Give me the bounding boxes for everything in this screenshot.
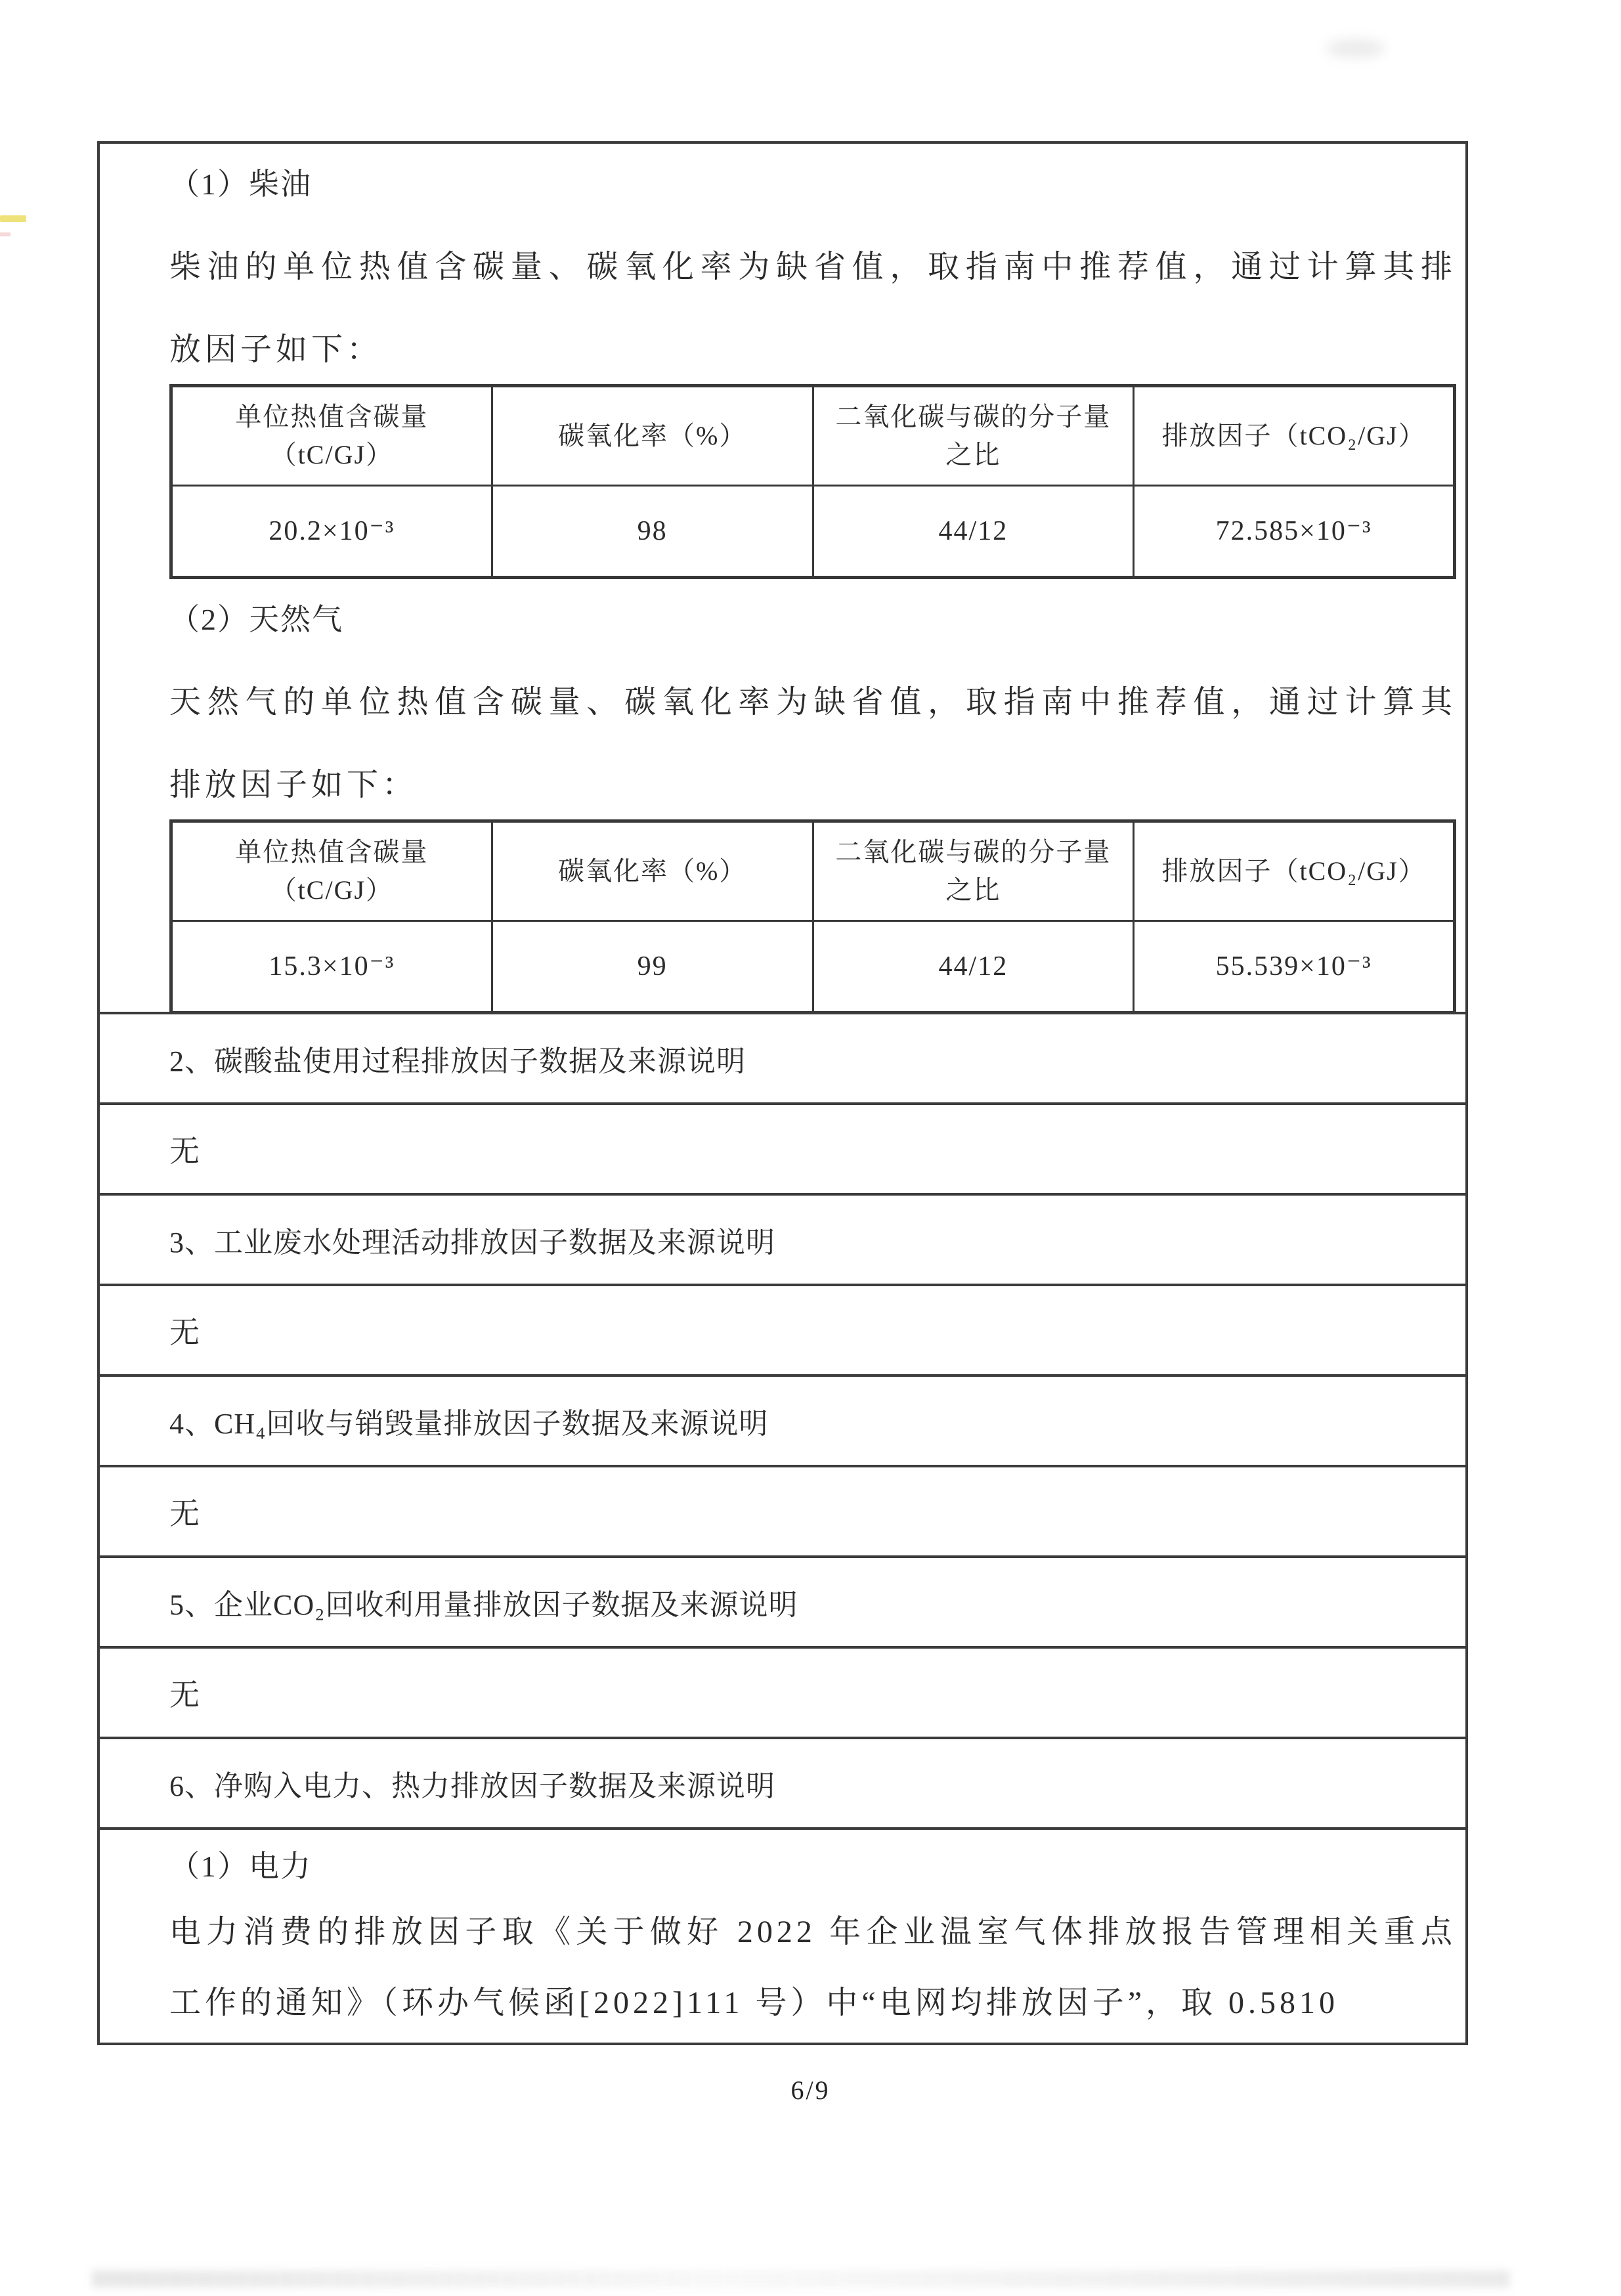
header-co2-carbon-ratio (813, 386, 1134, 486)
section-3-wastewater-header (100, 1193, 1465, 1284)
gas-emission-factor-table (169, 819, 1456, 1014)
section-2-carbonate-header (100, 1012, 1465, 1102)
diesel-subsection-title: （1）柴油 (169, 167, 312, 201)
section-5-co2-recycling-header (100, 1555, 1465, 1646)
diesel-heat-carbon-value: 20.2×10⁻³ (171, 486, 492, 578)
scan-artifact-bottom-noise (92, 2270, 1510, 2287)
header-oxidation-rate-label: 碳氧化率（%） (557, 421, 747, 450)
section-5-none-value: 无 (169, 1678, 200, 1712)
section-3-title: 3、工业废水处理活动排放因子数据及来源说明 (169, 1226, 775, 1259)
gas-values-row (171, 921, 1455, 1013)
gas-heat-carbon-value: 15.3×10⁻³ (171, 921, 492, 1013)
diesel-emission-factor-table (169, 384, 1456, 579)
header-co2-carbon-ratio-line1: 二氧化碳与碳的分子量 (835, 402, 1112, 431)
diesel-paragraph-line1: 柴油的单位热值含碳量、碳氧化率为缺省值，取指南中推荐值，通过计算其排 (169, 249, 1456, 284)
section-6-title: 6、净购入电力、热力排放因子数据及来源说明 (169, 1770, 775, 1802)
section-5-value-row (100, 1646, 1465, 1737)
header-co2-carbon-ratio (813, 821, 1134, 921)
header-emission-factor-label: 排放因子（tCO₂/GJ） (1161, 856, 1426, 886)
gas-co2-carbon-ratio-value: 44/12 (813, 921, 1134, 1013)
section-3-none-value: 无 (169, 1316, 200, 1349)
table-header-row (171, 821, 1455, 921)
header-co2-carbon-ratio-line1: 二氧化碳与碳的分子量 (835, 837, 1112, 867)
gas-subsection-title: （2）天然气 (169, 603, 343, 636)
scan-artifact-yellow-mark (0, 215, 26, 222)
diesel-paragraph-line2: 放因子如下： (169, 332, 383, 367)
section-4-value-row (100, 1465, 1465, 1555)
header-heat-carbon-content-line1: 单位热值含碳量 (235, 402, 429, 431)
page-number: 6/9 (790, 2075, 831, 2105)
electricity-paragraph-line2: 工作的通知》（环办气候函[2022]111 号）中“电网均排放因子”，取 0.5810 (169, 1985, 1339, 2020)
fuel-emission-factor-section (100, 144, 1465, 1012)
header-heat-carbon-content (171, 821, 492, 921)
gas-oxidation-rate-value: 99 (492, 921, 813, 1013)
section-2-value-row (100, 1102, 1465, 1193)
emission-factor-form (97, 141, 1468, 2045)
section-4-none-value: 无 (169, 1497, 200, 1530)
header-heat-carbon-content-line1: 单位热值含碳量 (235, 837, 429, 867)
header-emission-factor (1134, 386, 1455, 486)
section-2-title: 2、碳酸盐使用过程排放因子数据及来源说明 (169, 1045, 746, 1077)
header-oxidation-rate-label: 碳氧化率（%） (557, 856, 747, 886)
header-emission-factor (1134, 821, 1455, 921)
electricity-paragraph-line1: 电力消费的排放因子取《关于做好 2022 年企业温室气体排放报告管理相关重点 (169, 1915, 1456, 1949)
section-2-none-value: 无 (169, 1135, 200, 1168)
header-heat-carbon-content-unit: （tC/GJ） (270, 440, 394, 469)
section-3-value-row (100, 1284, 1465, 1374)
section-5-title: 5、企业CO₂回收利用量排放因子数据及来源说明 (169, 1589, 798, 1621)
header-oxidation-rate (492, 821, 813, 921)
header-co2-carbon-ratio-line2: 之比 (945, 440, 1001, 469)
diesel-emission-factor-value: 72.585×10⁻³ (1134, 486, 1455, 578)
diesel-values-row (171, 486, 1455, 578)
electricity-emission-factor-section (100, 1827, 1465, 2043)
scan-artifact-pink-mark (0, 232, 11, 236)
header-co2-carbon-ratio-line2: 之比 (945, 875, 1001, 905)
section-4-title: 4、CH₄回收与销毁量排放因子数据及来源说明 (169, 1408, 769, 1440)
diesel-co2-carbon-ratio-value: 44/12 (813, 486, 1134, 578)
section-4-ch4-recovery-header (100, 1374, 1465, 1465)
gas-paragraph-line2: 排放因子如下： (169, 768, 418, 802)
diesel-oxidation-rate-value: 98 (492, 486, 813, 578)
header-emission-factor-label: 排放因子（tCO₂/GJ） (1161, 421, 1426, 450)
header-heat-carbon-content-unit: （tC/GJ） (270, 875, 394, 905)
gas-emission-factor-value: 55.539×10⁻³ (1134, 921, 1455, 1013)
header-heat-carbon-content (171, 386, 492, 486)
gas-paragraph-line1: 天然气的单位热值含碳量、碳氧化率为缺省值，取指南中推荐值，通过计算其 (169, 685, 1456, 720)
section-6-purchased-energy-header (100, 1737, 1465, 1827)
header-oxidation-rate (492, 386, 813, 486)
scan-artifact-smudge (1326, 39, 1385, 58)
table-header-row (171, 386, 1455, 486)
electricity-subsection-title: （1）电力 (169, 1850, 312, 1883)
